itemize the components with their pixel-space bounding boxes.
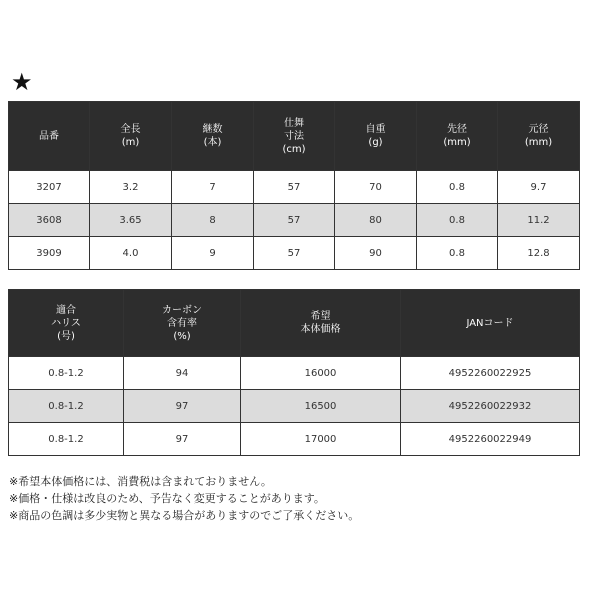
cell-compatible-line: 0.8-1.2 [9,357,124,390]
table-row [9,390,580,423]
cell-tip-diameter: 0.8 [417,171,498,204]
table-row [9,204,580,237]
note-tax-excluded: ※希望本体価格には、消費税は含まれておりません。 [9,475,272,488]
cell-weight: 90 [335,237,417,270]
cell-closed-length: 57 [254,237,335,270]
cell-butt-diameter: 9.7 [498,171,580,204]
cell-weight: 70 [335,171,417,204]
cell-sections: 7 [172,171,254,204]
header-butt-diameter: 元径 (mm) [498,102,580,171]
cell-carbon-content: 97 [124,390,241,423]
cell-list-price: 16500 [241,390,401,423]
cell-carbon-content: 94 [124,357,241,390]
header-list-price: 希望 本体価格 [241,290,401,357]
cell-total-length: 3.2 [90,171,172,204]
cell-tip-diameter: 0.8 [417,204,498,237]
cell-jan-code: 4952260022949 [401,423,580,456]
header-part-number: 品番 [9,102,90,171]
price-table-header-row [9,290,580,357]
cell-butt-diameter: 12.8 [498,237,580,270]
header-weight: 自重 (g) [335,102,417,171]
note-spec-change: ※価格・仕様は改良のため、予告なく変更することがあります。 [9,492,325,505]
spec-table [8,101,580,270]
note-color-difference: ※商品の色調は多少実物と異なる場合がありますのでご了承ください。 [9,509,360,522]
cell-part-number: 3909 [9,237,90,270]
cell-weight: 80 [335,204,417,237]
cell-closed-length: 57 [254,171,335,204]
table-row [9,423,580,456]
header-jan-code: JANコード [401,290,580,357]
cell-tip-diameter: 0.8 [417,237,498,270]
cell-sections: 9 [172,237,254,270]
cell-compatible-line: 0.8-1.2 [9,423,124,456]
cell-total-length: 3.65 [90,204,172,237]
cell-jan-code: 4952260022925 [401,357,580,390]
cell-total-length: 4.0 [90,237,172,270]
cell-compatible-line: 0.8-1.2 [9,390,124,423]
cell-part-number: 3608 [9,204,90,237]
cell-carbon-content: 97 [124,423,241,456]
cell-closed-length: 57 [254,204,335,237]
header-closed-length: 仕舞 寸法 (cm) [254,102,335,171]
header-compatible-line: 適合 ハリス (号) [9,290,124,357]
table-row [9,357,580,390]
table-row [9,171,580,204]
header-total-length: 全長 (m) [90,102,172,171]
cell-list-price: 16000 [241,357,401,390]
price-table [8,289,580,456]
cell-list-price: 17000 [241,423,401,456]
cell-part-number: 3207 [9,171,90,204]
cell-butt-diameter: 11.2 [498,204,580,237]
cell-sections: 8 [172,204,254,237]
notes [9,473,589,524]
header-carbon-content: カーボン 含有率 (%) [124,290,241,357]
cell-jan-code: 4952260022932 [401,390,580,423]
star-icon: ★ [11,68,33,96]
spec-table-header-row [9,102,580,171]
header-sections: 継数 (本) [172,102,254,171]
header-tip-diameter: 先径 (mm) [417,102,498,171]
table-row [9,237,580,270]
